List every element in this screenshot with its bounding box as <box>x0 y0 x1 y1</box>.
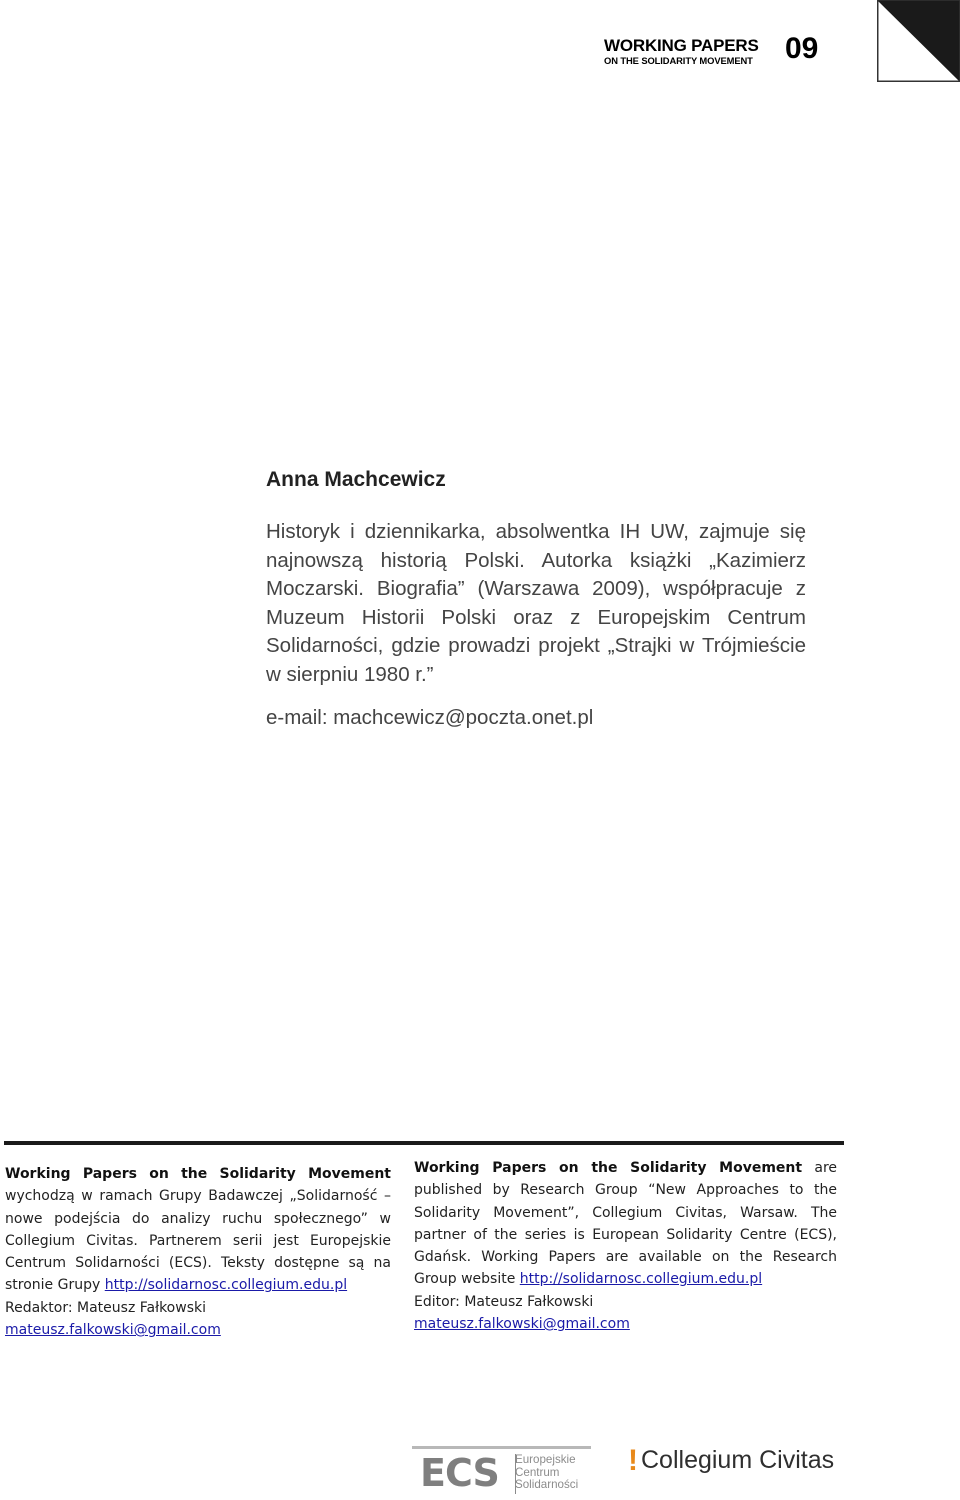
author-email: e-mail: machcewicz@poczta.onet.pl <box>266 706 594 729</box>
info-english <box>414 1157 837 1335</box>
info-polish <box>5 1163 391 1341</box>
info-en-link[interactable]: http://solidarnosc.collegium.edu.pl <box>519 1271 763 1288</box>
series-title-line1: WORKING PAPERS <box>604 36 759 55</box>
ecs-logo-mark: ECS <box>420 1451 499 1495</box>
ecs-logo-line2: Centrum <box>515 1465 560 1479</box>
series-title-line2: ON THE SOLIDARITY MOVEMENT <box>604 55 753 66</box>
info-pl-link[interactable]: http://solidarnosc.collegium.edu.pl <box>104 1277 348 1294</box>
section-divider <box>4 1141 844 1145</box>
ecs-logo <box>412 1446 592 1496</box>
info-en-editor: Editor: Mateusz Fałkowski <box>414 1293 594 1310</box>
info-pl-title: Working Papers on the Solidarity Movement <box>5 1166 391 1182</box>
corner-triangle-icon <box>877 0 960 82</box>
ecs-logo-bar <box>412 1446 591 1449</box>
issue-number: 09 <box>785 32 819 65</box>
info-en-text: are published by Research Group “New Approaches to the Solidarity Movement”, Collegium Civitas, Warsaw. The partner of the series is European Solidarity Centre (ECS), Gdańsk. Working Papers are available on the Research Group website <box>414 1160 837 1288</box>
ecs-logo-subtitle <box>515 1454 578 1492</box>
info-en-title: Working Papers on the Solidarity Movement <box>414 1160 803 1176</box>
info-en-email-link[interactable]: mateusz.falkowski@gmail.com <box>414 1316 630 1333</box>
author-bio: Historyk i dziennikarka, absolwentka IH UW, zajmuje się najnowszą historią Polski. Autorka książki „Kazimierz Moczarski. Biografia” (Warszawa 2009), współpracuje z Muzeum Historii Polski oraz z Europejskim Centrum Solidarności, gdzie prowadzi projekt „Strajki w Trójmieście w sierpniu 1980 r.” <box>266 520 806 686</box>
ecs-logo-line1: Europejskie <box>515 1453 576 1466</box>
series-title <box>604 37 766 65</box>
collegium-civitas-logo <box>628 1446 838 1482</box>
author-name: Anna Machcewicz <box>266 468 446 491</box>
collegium-civitas-mark: ! <box>628 1444 638 1477</box>
ecs-logo-line3: Solidarności <box>515 1478 579 1492</box>
info-pl-editor: Redaktor: Mateusz Fałkowski <box>5 1299 206 1316</box>
collegium-civitas-name: Collegium Civitas <box>641 1446 835 1474</box>
info-pl-email-link[interactable]: mateusz.falkowski@gmail.com <box>5 1322 221 1339</box>
info-pl-text: wychodzą w ramach Grupy Badawczej „Solidarność – nowe podejścia do analizy ruchu społecznego” w Collegium Civitas. Partnerem serii jest Europejskie Centrum Solidarności (ECS). Teksty dostępne są na stronie Grupy <box>5 1188 391 1294</box>
